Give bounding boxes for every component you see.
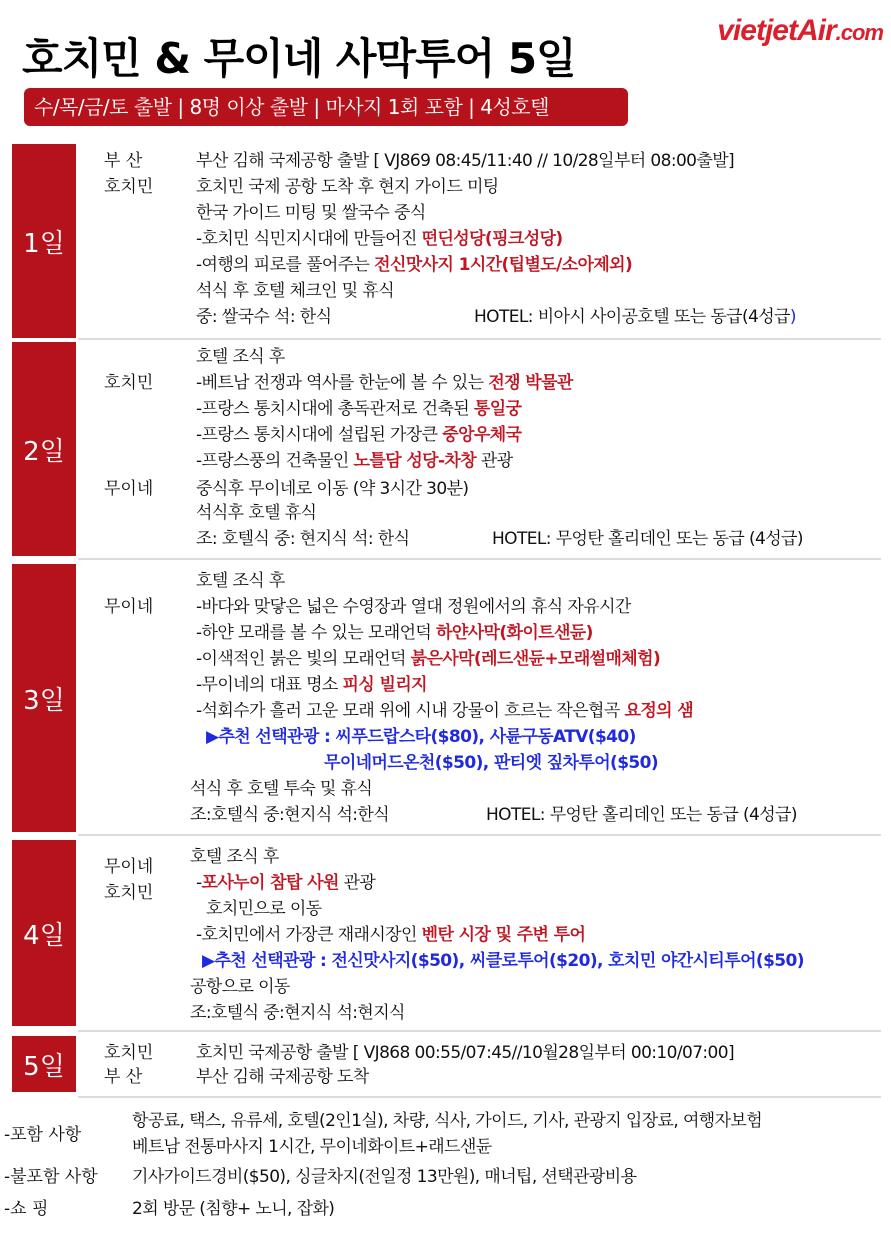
highlight-attraction: 포사누이 참탑 사원 — [201, 873, 339, 893]
highlight-attraction: 전신맛사지 1시간(팁별도/소아제외) — [374, 255, 633, 275]
highlight-attraction: 벤탄 시장 및 주변 투어 — [421, 925, 586, 945]
highlight-attraction: 전쟁 박물관 — [488, 373, 573, 393]
itinerary-line: 호치민 국제공항 출발 [ VJ868 00:55/07:45//10월28일부터 00:10/07:00] — [196, 1043, 735, 1063]
meals-line: 조:호텔식 중:현지식 석:현지식 — [190, 1003, 405, 1023]
day-divider — [78, 338, 881, 340]
itinerary-line — [196, 648, 660, 670]
highlight-attraction: 붉은사막(레드샌듄+모래썰매체험) — [410, 649, 661, 669]
highlight-attraction: 노틀담 성당-차창 — [353, 451, 477, 471]
itinerary-line — [196, 674, 427, 696]
itinerary-line — [196, 450, 513, 472]
logo-text: vietjetAir — [717, 14, 836, 47]
highlight-attraction: 중앙우체국 — [442, 425, 522, 445]
itinerary-line — [196, 398, 521, 420]
itinerary-line: 석식후 호텔 휴식 — [196, 503, 317, 523]
highlight-attraction: 피싱 빌리지 — [342, 675, 427, 695]
itinerary-line: 공항으로 이동 — [190, 977, 290, 997]
tour-summary-banner: 수/목/금/토 출발 | 8명 이상 출발 | 마사지 1회 포함 | 4성호텔 — [24, 88, 628, 126]
itinerary-line — [196, 924, 585, 946]
itinerary-line: 한국 가이드 미팅 및 쌀국수 중식 — [196, 203, 426, 223]
excluded-label: -불포함 사항 — [4, 1167, 98, 1187]
shopping-label: -쇼 핑 — [4, 1199, 49, 1219]
itinerary-line: 석식 후 호텔 체크인 및 휴식 — [196, 281, 395, 301]
line-text: -프랑스 통치시대에 총독관저로 건축된 — [196, 399, 474, 419]
line-text: -여행의 피로를 풀어주는 — [196, 255, 375, 275]
line-text: - — [196, 873, 202, 893]
itinerary-line: 부산 김해 국제공항 도착 — [196, 1067, 369, 1087]
hotel-line — [474, 306, 796, 328]
highlight-attraction: 하얀사막(화이트샌듄) — [436, 623, 593, 643]
itinerary-line: 호치민으로 이동 — [206, 899, 322, 919]
location-label: 호치민 — [104, 177, 154, 197]
day-divider — [78, 834, 881, 836]
itinerary-line: 호치민 국제 공항 도착 후 현지 가이드 미팅 — [196, 177, 499, 197]
itinerary-line: 석식 후 호텔 투숙 및 휴식 — [190, 779, 373, 799]
line-text: -이색적인 붉은 빛의 모래언덕 — [196, 649, 411, 669]
line-text: -하얀 모래를 볼 수 있는 모래언덕 — [196, 623, 437, 643]
hotel-line: HOTEL: 무엉탄 홀리데인 또는 동급 (4성급) — [486, 805, 797, 825]
line-text: -호치민 식민지시대에 만들어진 — [196, 229, 422, 249]
day-2-label: 2일 — [12, 342, 76, 556]
day-1-label: 1일 — [12, 144, 76, 338]
day-4-label: 4일 — [12, 840, 76, 1026]
itinerary-line — [196, 700, 693, 722]
itinerary-line: 호텔 조식 후 — [190, 847, 279, 867]
location-label: 무이네 — [104, 857, 154, 877]
shopping-value: 2회 방문 (침향+ 노니, 잡화) — [132, 1199, 335, 1219]
included-value: 항공료, 택스, 유류세, 호텔(2인1실), 차량, 식사, 가이드, 기사, 관광지 입장료, 여행자보험 — [132, 1111, 763, 1131]
meals-line: 조:호텔식 중:현지식 석:한식 — [190, 805, 390, 825]
location-label: 호치민 — [104, 883, 154, 903]
line-text: -프랑스 통치시대에 설립된 가장큰 — [196, 425, 443, 445]
itinerary-line: 호텔 조식 후 — [196, 571, 285, 591]
location-label: 호치민 — [104, 1043, 154, 1063]
line-text: -베트남 전쟁과 역사를 한눈에 볼 수 있는 — [196, 373, 489, 393]
itinerary-line: -바다와 맞닿은 넓은 수영장과 열대 정원에서의 휴식 자유시간 — [196, 597, 631, 617]
itinerary-line — [196, 622, 593, 644]
itinerary-line — [196, 228, 563, 250]
meals-line: 중: 쌀국수 석: 한식 — [196, 307, 332, 327]
location-label: 부 산 — [104, 1067, 143, 1087]
location-label: 부 산 — [104, 151, 143, 171]
logo-suffix: .com — [835, 20, 883, 45]
line-text: 관광 — [338, 873, 376, 893]
location-label: 호치민 — [104, 373, 154, 393]
day-divider — [78, 1030, 881, 1032]
day-divider — [78, 558, 881, 560]
included-value: 베트남 전통마사지 1시간, 무이네화이트+래드샌듄 — [132, 1137, 492, 1157]
optional-tours: ▶추천 선택관광 : 전신맛사지($50), 씨클로투어($20), 호치민 야간시티투어($50) — [202, 951, 804, 971]
line-text: -무이네의 대표 명소 — [196, 675, 343, 695]
meals-line: 조: 호텔식 중: 현지식 석: 한식 — [196, 529, 410, 549]
line-text: -호치민에서 가장큰 재래시장인 — [196, 925, 422, 945]
line-text: -석회수가 흘러 고운 모래 위에 시내 강물이 흐르는 작은협곡 — [196, 701, 625, 721]
itinerary-line — [196, 872, 375, 894]
line-text: -프랑스풍의 건축물인 — [196, 451, 354, 471]
hotel-tail: ) — [789, 307, 796, 327]
page-title: 호치민 & 무이네 사막투어 5일 — [22, 34, 576, 83]
highlight-attraction: 떤딘성당(핑크성당) — [421, 229, 563, 249]
line-text: 관광 — [476, 451, 513, 471]
vietjet-logo — [717, 14, 883, 48]
highlight-attraction: 통일궁 — [473, 399, 522, 419]
itinerary-line: 호텔 조식 후 — [196, 347, 285, 367]
optional-tours: ▶추천 선택관광 : 씨푸드랍스타($80), 사륜구동ATV($40) — [206, 727, 636, 747]
itinerary-line — [196, 254, 632, 276]
excluded-value: 기사가이드경비($50), 싱글차지(전일정 13만원), 매너팁, 션택관광비용 — [132, 1167, 637, 1187]
hotel-line: HOTEL: 무엉탄 홀리데인 또는 동급 (4성급) — [492, 529, 803, 549]
itinerary-line: 중식후 무이네로 이동 (약 3시간 30분) — [196, 479, 469, 499]
location-label: 무이네 — [104, 479, 154, 499]
included-label: -포함 사항 — [4, 1125, 82, 1145]
highlight-attraction: 요정의 샘 — [624, 701, 694, 721]
day-divider — [78, 1096, 881, 1098]
hotel-text: HOTEL: 비아시 사이공호텔 또는 동급(4성급 — [474, 307, 790, 327]
day-5-label: 5일 — [12, 1036, 76, 1092]
itinerary-line — [196, 424, 521, 446]
optional-tours: 무이네머드온천($50), 판티엣 짚차투어($50) — [324, 753, 659, 773]
location-label: 무이네 — [104, 597, 154, 617]
itinerary-line: 부산 김해 국제공항 출발 [ VJ869 08:45/11:40 // 10/28일부터 08:00출발] — [196, 151, 735, 171]
itinerary-line — [196, 372, 573, 394]
day-3-label: 3일 — [12, 564, 76, 832]
